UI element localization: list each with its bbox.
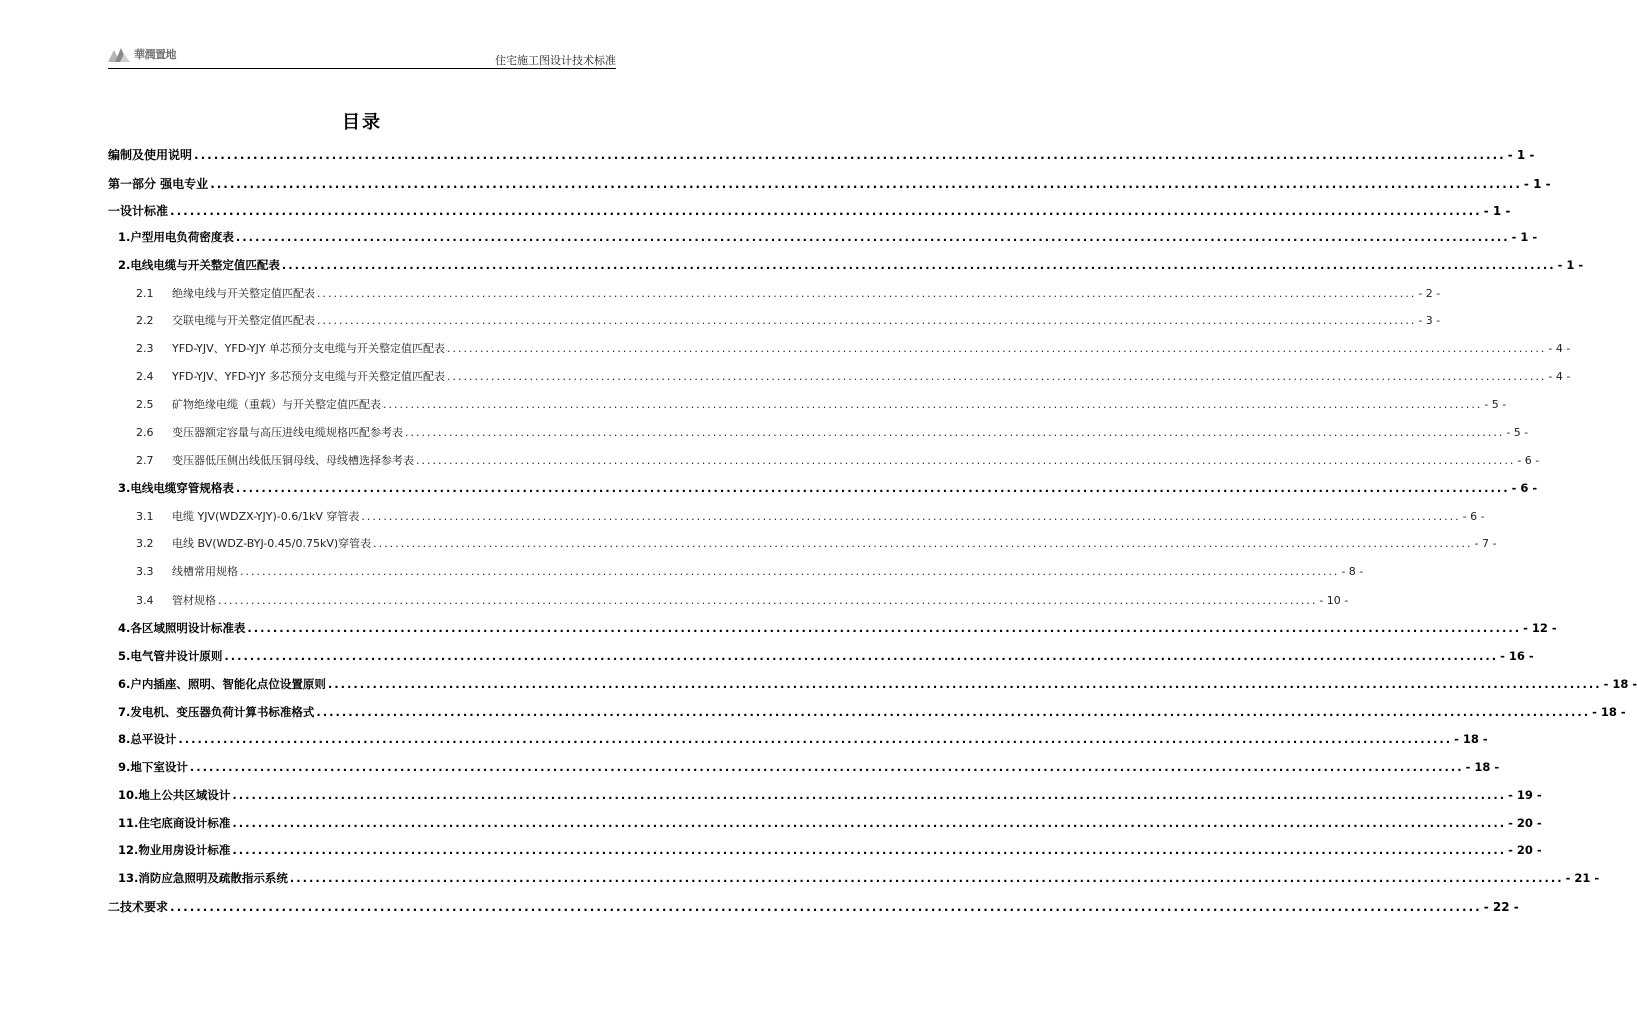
toc-dot-leader: ........................................................................................................................................................................................................ xyxy=(170,900,1482,914)
toc-entry[interactable] xyxy=(108,175,1551,193)
toc-entry[interactable] xyxy=(108,898,1519,916)
toc-entry-number: 2.3 xyxy=(136,342,154,355)
toc-entry-label: 3.电线电缆穿管规格表 xyxy=(118,481,234,495)
toc-entry-text: 管材规格 xyxy=(172,594,216,607)
toc-entry-label: 13.消防应急照明及疏散指示系统 xyxy=(118,871,288,885)
toc-entry[interactable] xyxy=(108,285,1441,303)
toc-entry-page: - 5 - xyxy=(1484,398,1507,411)
toc-entry-page: - 16 - xyxy=(1500,649,1534,663)
toc-dot-leader: ........................................................................................................................................................................................................ xyxy=(316,705,1591,719)
toc-entry-label: 9.地下室设计 xyxy=(118,760,188,774)
toc-dot-leader: ........................................................................................................................................................................................................ xyxy=(447,342,1547,355)
toc-entry[interactable] xyxy=(108,870,1600,888)
toc-dot-leader: ........................................................................................................................................................................................................ xyxy=(317,287,1417,300)
toc-entry-page: - 6 - xyxy=(1462,510,1485,523)
toc-entry-label: 10.地上公共区域设计 xyxy=(118,788,231,802)
toc-entry-text: 电缆 YJV(WDZX-YJY)-0.6/1kV 穿管表 xyxy=(172,510,360,523)
toc-entry-label: 二技术要求 xyxy=(108,900,169,914)
toc-entry-number: 2.4 xyxy=(136,370,154,383)
toc-entry-text: 电线 BV(WDZ-BYJ-0.45/0.75kV)穿管表 xyxy=(172,537,372,550)
toc-entry-label xyxy=(136,592,216,608)
toc-entry-text: 变压器额定容量与高压进线电缆规格匹配参考表 xyxy=(172,426,403,439)
toc-entry-label xyxy=(136,340,445,356)
toc-entry-text: YFD-YJV、YFD-YJY 多芯预分支电缆与开关整定值匹配表 xyxy=(172,370,446,383)
toc-entry-page: - 1 - xyxy=(1507,148,1535,162)
toc-entry-number: 2.7 xyxy=(136,454,154,467)
company-logo xyxy=(108,44,176,64)
toc-entry-label xyxy=(136,452,414,468)
toc-entry[interactable] xyxy=(108,676,1637,694)
toc-entry[interactable] xyxy=(108,229,1538,247)
toc-entry-label: 11.住宅底商设计标准 xyxy=(118,816,231,830)
toc-entry-label: 7.发电机、变压器负荷计算书标准格式 xyxy=(118,705,315,719)
toc-entry-number: 3.2 xyxy=(136,537,154,550)
toc-entry-label xyxy=(136,368,445,384)
toc-entry-text: 矿物绝缘电缆（重载）与开关整定值匹配表 xyxy=(172,398,381,411)
toc-dot-leader: ........................................................................................................................................................................................................ xyxy=(232,816,1507,830)
toc-entry-number: 2.2 xyxy=(136,314,154,327)
toc-dot-leader: ........................................................................................................................................................................................................ xyxy=(235,230,1510,244)
toc-entry-text: 线槽常用规格 xyxy=(172,565,238,578)
toc-entry-number: 2.6 xyxy=(136,426,154,439)
toc-entry[interactable] xyxy=(108,257,1584,275)
toc-entry-page: - 6 - xyxy=(1511,481,1538,495)
toc-entry-label: 第一部分 强电专业 xyxy=(108,177,209,191)
toc-entry-text: 变压器低压侧出线低压铜母线、母线槽选择参考表 xyxy=(172,454,414,467)
toc-entry-page: - 20 - xyxy=(1508,816,1542,830)
document-title: 住宅施工图设计技术标准 xyxy=(495,54,616,67)
page-header xyxy=(108,42,616,69)
toc-entry-page: - 4 - xyxy=(1548,342,1571,355)
toc-dot-leader: ........................................................................................................................................................................................................ xyxy=(232,788,1507,802)
toc-entry-page: - 3 - xyxy=(1418,314,1441,327)
toc-entry-label: 5.电气管井设计原则 xyxy=(118,649,223,663)
toc-entry-text: 交联电缆与开关整定值匹配表 xyxy=(172,314,315,327)
toc-entry-number: 2.1 xyxy=(136,287,154,300)
toc-dot-leader: ........................................................................................................................................................................................................ xyxy=(405,426,1505,439)
toc-entry[interactable] xyxy=(108,535,1497,553)
toc-entry-page: - 18 - xyxy=(1603,677,1637,691)
toc-dot-leader: ........................................................................................................................................................................................................ xyxy=(218,594,1318,607)
toc-dot-leader: ........................................................................................................................................................................................................ xyxy=(447,370,1547,383)
toc-entry-label: 4.各区域照明设计标准表 xyxy=(118,621,246,635)
toc-entry[interactable] xyxy=(108,787,1542,805)
toc-entry[interactable] xyxy=(108,731,1488,749)
toc-entry-page: - 1 - xyxy=(1523,177,1551,191)
toc-entry-label xyxy=(136,285,315,301)
toc-entry-page: - 4 - xyxy=(1548,370,1571,383)
toc-entry-text: 绝缘电线与开关整定值匹配表 xyxy=(172,287,315,300)
toc-entry[interactable] xyxy=(108,620,1557,638)
toc-entry-page: - 8 - xyxy=(1341,565,1364,578)
toc-entry-page: - 1 - xyxy=(1483,204,1511,218)
toc-entry-page: - 22 - xyxy=(1483,900,1519,914)
toc-entry-page: - 18 - xyxy=(1454,732,1488,746)
toc-entry[interactable] xyxy=(108,815,1542,833)
toc-entry[interactable] xyxy=(108,312,1441,330)
toc-entry[interactable] xyxy=(108,508,1485,526)
toc-entry-page: - 7 - xyxy=(1474,537,1497,550)
toc-dot-leader: ........................................................................................................................................................................................................ xyxy=(317,314,1417,327)
toc-entry-label xyxy=(136,424,403,440)
toc-entry-page: - 19 - xyxy=(1508,788,1542,802)
toc-entry[interactable] xyxy=(108,480,1538,498)
toc-dot-leader: ........................................................................................................................................................................................................ xyxy=(416,454,1516,467)
toc-dot-leader: ........................................................................................................................................................................................................ xyxy=(178,732,1453,746)
toc-entry-text: YFD-YJV、YFD-YJY 单芯预分支电缆与开关整定值匹配表 xyxy=(172,342,446,355)
toc-entry[interactable] xyxy=(108,592,1349,610)
toc-entry-page: - 18 - xyxy=(1465,760,1500,774)
toc-entry[interactable] xyxy=(108,648,1534,666)
toc-entry-label: 编制及使用说明 xyxy=(108,148,193,162)
toc-entry-page: - 18 - xyxy=(1592,705,1626,719)
logo-mark-icon xyxy=(108,46,130,62)
toc-entry-page: - 1 - xyxy=(1511,230,1538,244)
toc-entry-page: - 2 - xyxy=(1418,287,1441,300)
toc-entry-label xyxy=(136,535,371,551)
toc-dot-leader: ........................................................................................................................................................................................................ xyxy=(235,481,1510,495)
toc-entry[interactable] xyxy=(108,759,1500,777)
toc-dot-leader: ........................................................................................................................................................................................................ xyxy=(224,649,1499,663)
toc-entry-page: - 20 - xyxy=(1508,843,1542,857)
toc-entry[interactable] xyxy=(108,424,1529,442)
toc-dot-leader: ........................................................................................................................................................................................................ xyxy=(383,398,1483,411)
toc-entry[interactable] xyxy=(108,340,1571,358)
toc-entry[interactable] xyxy=(108,563,1364,581)
toc-entry-label xyxy=(136,396,381,412)
toc-entry-label: 12.物业用房设计标准 xyxy=(118,843,231,857)
toc-entry-page: - 6 - xyxy=(1517,454,1540,467)
toc-dot-leader: ........................................................................................................................................................................................................ xyxy=(281,258,1556,272)
toc-dot-leader: ........................................................................................................................................................................................................ xyxy=(194,148,1506,162)
toc-dot-leader: ........................................................................................................................................................................................................ xyxy=(232,843,1507,857)
toc-dot-leader: ........................................................................................................................................................................................................ xyxy=(170,204,1482,218)
toc-dot-leader: ........................................................................................................................................................................................................ xyxy=(361,510,1461,523)
toc-entry-number: 3.4 xyxy=(136,594,154,607)
toc-dot-leader: ........................................................................................................................................................................................................ xyxy=(240,565,1340,578)
toc-entry[interactable] xyxy=(108,368,1571,386)
toc-entry[interactable] xyxy=(108,202,1511,220)
toc-entry-page: - 5 - xyxy=(1506,426,1529,439)
toc-entry-page: - 12 - xyxy=(1523,621,1557,635)
toc-entry-label xyxy=(136,312,315,328)
toc-entry-label: 2.电线电缆与开关整定值匹配表 xyxy=(118,258,280,272)
toc-entry-label xyxy=(136,563,238,579)
toc-entry-label: 一设计标准 xyxy=(108,204,169,218)
toc-entry-number: 2.5 xyxy=(136,398,154,411)
toc-entry[interactable] xyxy=(108,704,1626,722)
toc-dot-leader: ........................................................................................................................................................................................................ xyxy=(373,537,1473,550)
toc-entry[interactable] xyxy=(108,452,1540,470)
toc-entry-page: - 21 - xyxy=(1565,871,1600,885)
toc-dot-leader: ........................................................................................................................................................................................................ xyxy=(210,177,1522,191)
toc-entry-page: - 10 - xyxy=(1319,594,1349,607)
toc-entry-page: - 1 - xyxy=(1557,258,1584,272)
toc-entry-number: 3.3 xyxy=(136,565,154,578)
toc-entry-number: 3.1 xyxy=(136,510,154,523)
toc-dot-leader: ........................................................................................................................................................................................................ xyxy=(289,871,1564,885)
page-title: 目录 xyxy=(342,112,382,133)
toc-entry[interactable] xyxy=(108,396,1507,414)
toc-dot-leader: ........................................................................................................................................................................................................ xyxy=(327,677,1602,691)
toc-entry-label: 6.户内插座、照明、智能化点位设置原则 xyxy=(118,677,326,691)
toc-dot-leader: ........................................................................................................................................................................................................ xyxy=(189,760,1464,774)
toc-entry[interactable] xyxy=(108,842,1542,860)
toc-entry-label xyxy=(136,508,359,524)
toc-entry[interactable] xyxy=(108,146,1535,164)
toc-dot-leader: ........................................................................................................................................................................................................ xyxy=(247,621,1522,635)
logo-text: 華潤置地 xyxy=(134,48,176,61)
toc-entry-label: 1.户型用电负荷密度表 xyxy=(118,230,234,244)
toc-entry-label: 8.总平设计 xyxy=(118,732,177,746)
